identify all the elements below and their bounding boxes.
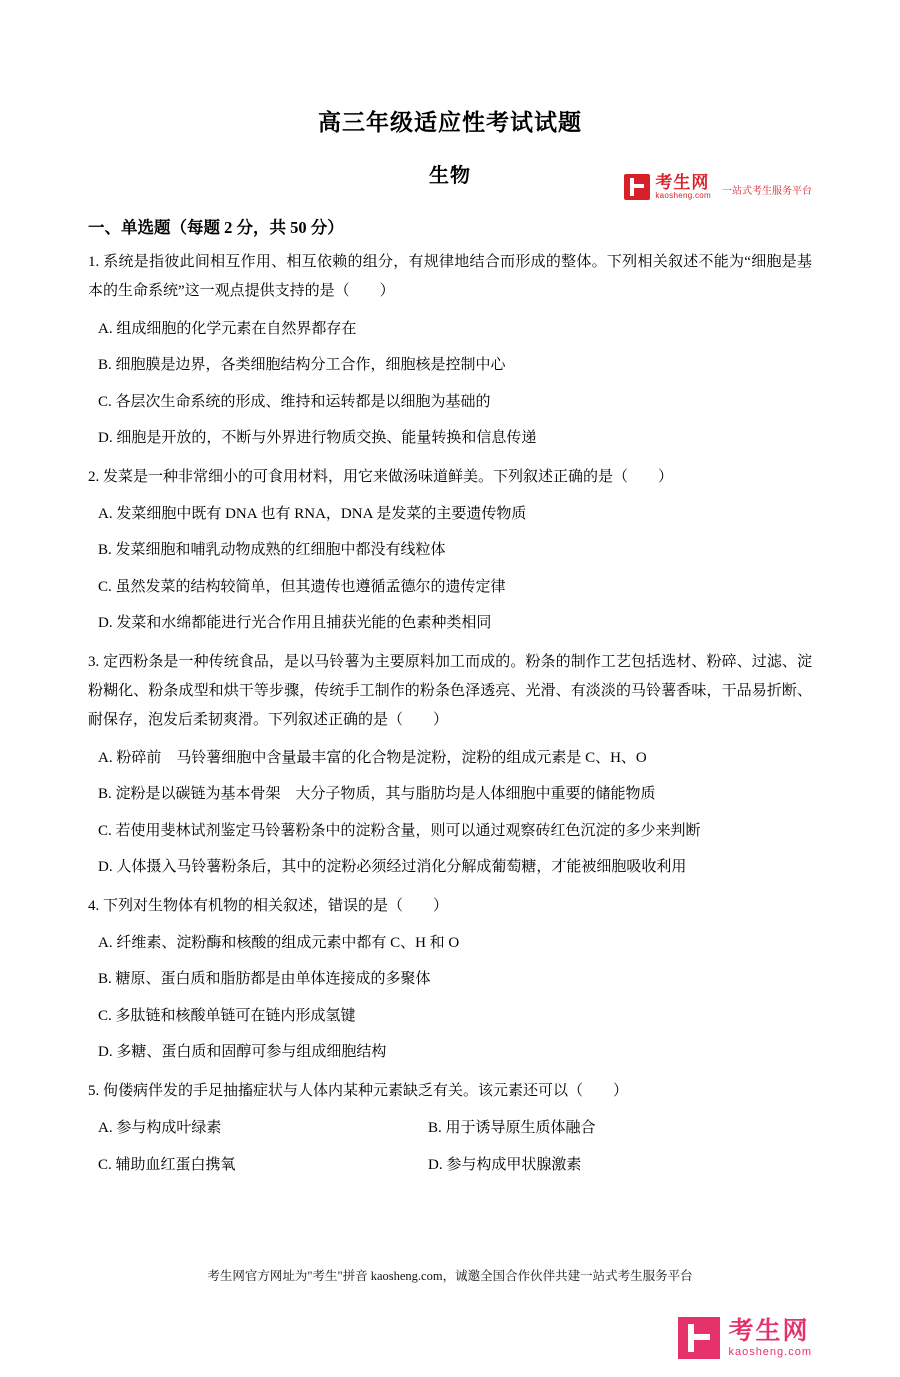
question-stem: 2. 发菜是一种非常细小的可食用材料，用它来做汤味道鲜美。下列叙述正确的是（ ） (88, 468, 674, 485)
question-option: D. 多糖、蛋白质和固醇可参与组成细胞结构 (98, 1044, 387, 1061)
document-page (0, 104, 900, 1377)
question-option: C. 各层次生命系统的形成、维持和运转都是以细胞为基础的 (98, 393, 491, 410)
question-option: A. 发菜细胞中既有 DNA 也有 RNA，DNA 是发菜的主要遗传物质 (98, 505, 527, 522)
footer-brand-name-en: kaosheng.com (728, 1345, 812, 1358)
question-option: D. 细胞是开放的，不断与外界进行物质交换、能量转换和信息传递 (98, 430, 537, 446)
kaosheng-logo-icon (678, 1317, 720, 1359)
brand-name-en: kaosheng.com (655, 190, 711, 200)
question-option: C. 若使用斐林试剂鉴定马铃薯粉条中的淀粉含量，则可以通过观察砖红色沉淀的多少来判断 (98, 822, 701, 839)
question-option: B. 用于诱导原生质体融合 (428, 1120, 596, 1136)
kaosheng-logo-icon (624, 174, 650, 200)
brand-text (655, 174, 711, 200)
footer-note: 考生网官方网址为"考生"拼音 kaosheng.com，诚邀全国合作伙伴共建一站式考生服务平台 (207, 1269, 693, 1283)
question-stem: 4. 下列对生物体有机物的相关叙述，错误的是（ ） (88, 897, 449, 914)
page-subtitle: 生物 (429, 165, 471, 187)
question-option: C. 辅助血红蛋白携氧 (98, 1156, 236, 1173)
question-stem: 1. 系统是指彼此间相互作用、相互依赖的组分，有规律地结合而形成的整体。下列相关叙述不能为“细胞是基本的生命系统”这一观点提供支持的是（ ） (88, 254, 812, 300)
footer-brand-name-cn: 考生网 (728, 1317, 810, 1346)
brand-slogan: 一站式考生服务平台 (722, 186, 812, 198)
question-option: B. 细胞膜是边界，各类细胞结构分工合作，细胞核是控制中心 (98, 357, 506, 373)
question-option: B. 糖原、蛋白质和脂肪都是由单体连接成的多聚体 (98, 971, 431, 988)
question-option: C. 多肽链和核酸单链可在链内形成氢键 (98, 1007, 356, 1024)
question-option: D. 人体摄入马铃薯粉条后，其中的淀粉必须经过消化分解成葡萄糖，才能被细胞吸收利用 (98, 859, 687, 875)
question-option: A. 纤维素、淀粉酶和核酸的组成元素中都有 C、H 和 O (98, 934, 460, 951)
question-option-row (98, 1114, 812, 1143)
question-option: B. 淀粉是以碳链为基本骨架 大分子物质，其与脂肪均是人体细胞中重要的储能物质 (98, 786, 656, 802)
brand-name-cn: 考生网 (655, 173, 710, 192)
question-option: B. 发菜细胞和哺乳动物成熟的红细胞中都没有线粒体 (98, 542, 446, 559)
page-title: 高三年级适应性考试试题 (318, 110, 582, 135)
question-stem: 3. 定西粉条是一种传统食品，是以马铃薯为主要原料加工而成的。粉条的制作工艺包括选材、粉碎、过滤、淀粉糊化、粉条成型和烘干等步骤，传统手工制作的粉条色泽透亮、光滑、有淡淡的马铃薯香味，干品易折断、耐保存，泡发后柔韧爽滑。下列叙述正确的是（ ） (88, 653, 812, 729)
question-option: A. 参与构成叶绿素 (98, 1120, 222, 1136)
question-option: A. 组成细胞的化学元素在自然界都存在 (98, 320, 357, 337)
question-option: D. 发菜和水绵都能进行光合作用且捕获光能的色素种类相同 (98, 615, 492, 632)
question-option: C. 虽然发菜的结构较简单，但其遗传也遵循孟德尔的遗传定律 (98, 578, 506, 595)
section-heading: 一、单选题（每题 2 分，共 50 分） (88, 218, 344, 237)
question-option-row (98, 1151, 812, 1180)
brand-logo-header (624, 174, 812, 200)
footer-brand-text (728, 1318, 812, 1358)
brand-logo-footer (678, 1317, 812, 1359)
question-stem: 5. 佝偻病伴发的手足抽搐症状与人体内某种元素缺乏有关。该元素还可以（ ） (88, 1082, 629, 1099)
question-option: A. 粉碎前 马铃薯细胞中含量最丰富的化合物是淀粉，淀粉的组成元素是 C、H、O (98, 749, 647, 766)
question-option: D. 参与构成甲状腺激素 (428, 1156, 582, 1173)
